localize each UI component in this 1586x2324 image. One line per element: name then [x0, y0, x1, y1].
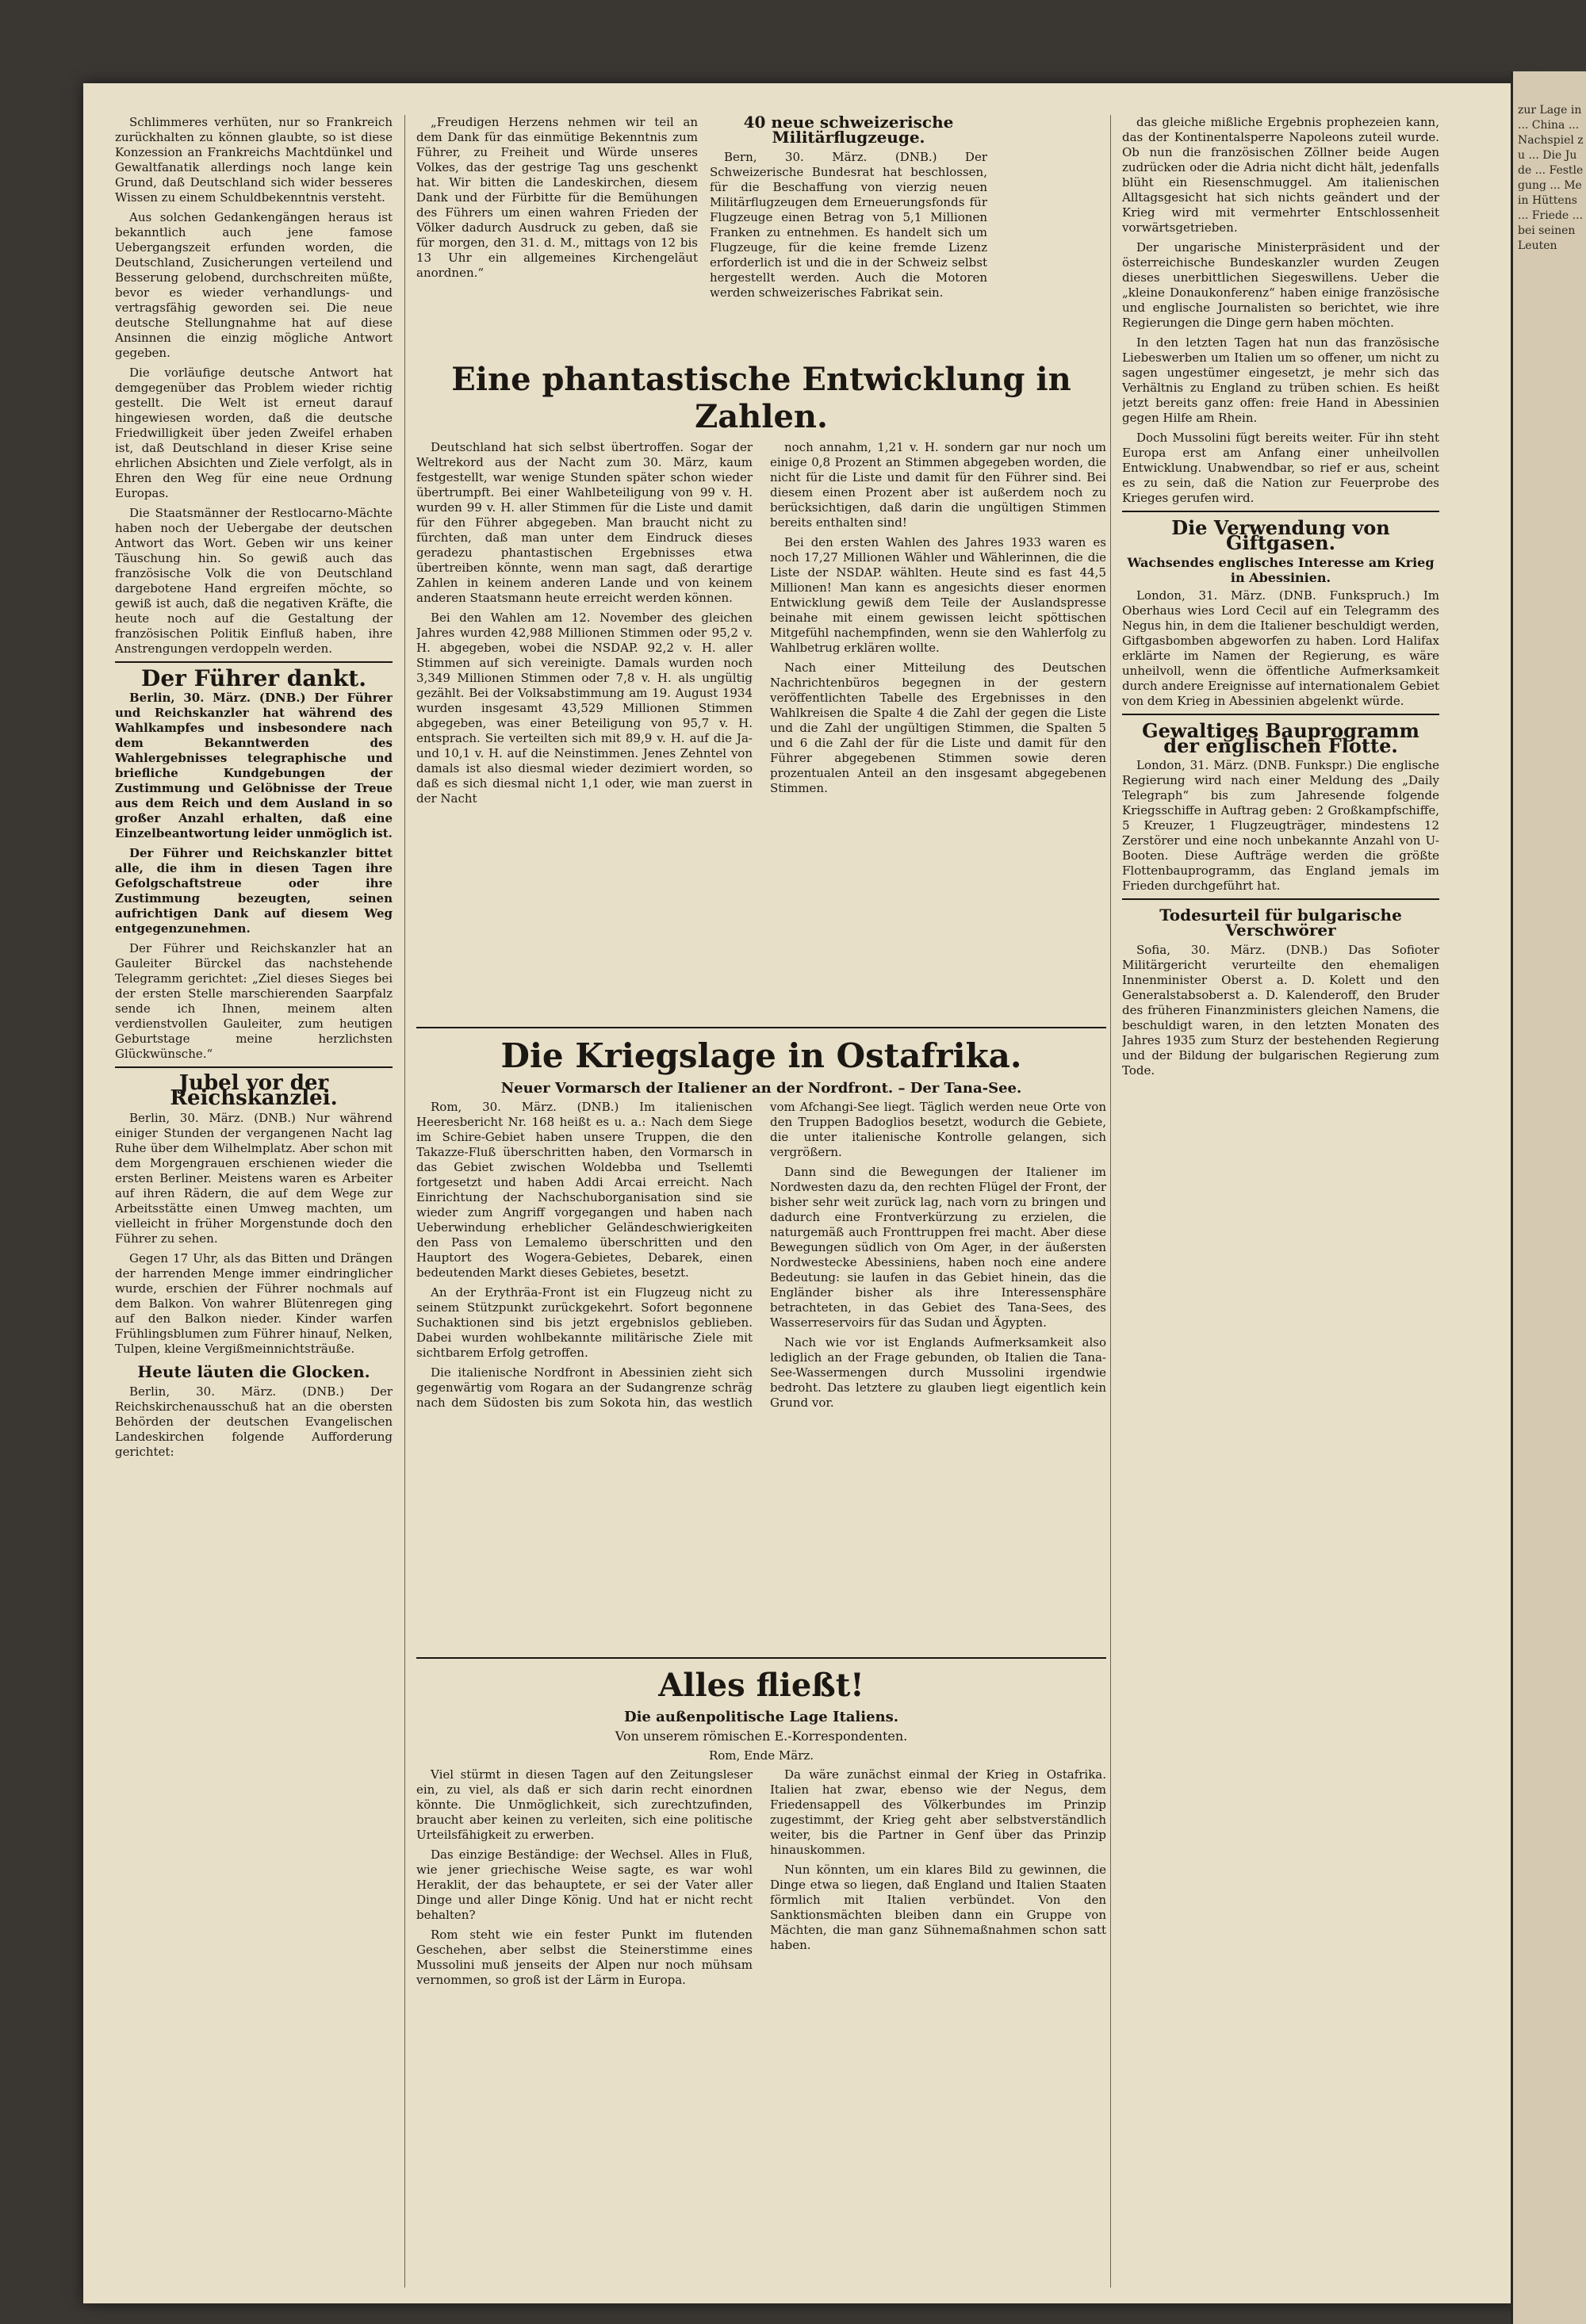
article-text: Sofia, 30. März. (DNB.) Das Sofioter Militärgericht verurteilte den ehemaligen Innenminister Oberst a. D. Kolett und den Generalstabsoberst a. D. Kalenderoff, den Bruder des früheren Finanzministers gleichen Namens, die beschuldigt waren, in den letzten Monaten des Jahres 1935 zum Sturz der bestehenden Regierung und der Bildung der bulgarischen Regierung zum Tode.: [1122, 943, 1439, 1078]
article-text: noch annahm, 1,21 v. H. sondern gar nur noch um einige 0,8 Prozent an Stimmen abgegeben worden, die nicht für die Liste und damit für den Führer sind. Bei diesem einen Prozent aber ist außerdem noch zu berücksichtigen, daß darin die ungültigen Stimmen bereits enthalten sind!: [770, 440, 1106, 530]
divider: [1122, 714, 1439, 715]
column-left: [115, 115, 393, 2288]
headline-jubel: Jubel vor der Reichskanzlei.: [170, 1071, 338, 1110]
column-rule: [1110, 115, 1111, 2288]
article-alles-fliesst: [416, 1657, 1106, 2293]
column-mid-right-top: [710, 115, 987, 353]
article-text: London, 31. März. (DNB. Funkspr.) Die englische Regierung wird nach einer Meldung des „Daily Telegraph“ bis zum Jahresende folgende Kriegsschiffe in Auftrag geben: 2 Großkampfschiffe, 5 Kreuzer, 1 Flugzeugträger, mindestens 12 Zerstörer und eine noch unbekannte Anzahl von U-Booten. Diese Aufträge werden die größte Flottenbauprogramm, das England jemals im Frieden durchgeführt hat.: [1122, 758, 1439, 893]
article-text: Nach einer Mitteilung des Deutschen Nachrichtenbüros begegnen in der gestern veröffentlichten Tabelle des Ergebnisses in den Wahlkreisen die Spalte 4 die Zahl der gegen die Liste und die Zahl der ungültigen Stimmen, die Spalten 5 und 6 die Zahl der für die Liste und damit für den Führer abgegebenen Stimmen sowie deren prozentualen Anteil an den insgesamt abgegebenen Stimmen.: [770, 660, 1106, 795]
headline-fuehrer-dankt: Der Führer dankt.: [141, 665, 366, 691]
divider: [115, 1066, 393, 1068]
article-text: Die italienische Nordfront in Abessinien zieht sich gegenwärtig vom Rogara an der Sudangrenze schräg nach dem Südosten bis zum Sokota hin, das westlich vom Afchangi-See liegt. Täglich werden neue Orte von den Truppen Badoglios besetzt, wodurch die Gebiete, die unter italienische Kontrolle gelangen, sich vergrößern.: [416, 1100, 1106, 1410]
article-text: Das einzige Beständige: der Wechsel. Alles in Fluß, wie jener griechische Weise sagte, es war wohl Heraklit, der das behauptete, er sei der Vater aller Dinge und aller Dinge König. Und hat er nicht recht behalten?: [416, 1847, 753, 1922]
article-text: Bei den ersten Wahlen des Jahres 1933 waren es noch 17,27 Millionen Wähler und Wählerinnen, die die Liste der NSDAP. wählten. Heute sind es fast 44,5 Millionen! Man kann es angesichts dieser enormen Entwicklung gewiß dem Teile der Auslandspresse beinahe mit einem gewissen leicht spöttischen Mitgefühl nachempfinden, wenn sie den Wahlerfolg zu Wahlbetrug erklären wollte.: [770, 535, 1106, 655]
subheadline-giftgase: Wachsendes englisches Interesse am Krieg in Abessinien.: [1127, 555, 1435, 585]
article-text: Der Führer und Reichskanzler bittet alle, die ihm in diesen Tagen ihre Gefolgschaftstreue oder ihre Zustimmung bezeugten, seinen aufrichtigen Dank auf diesem Weg entgegenzunehmen.: [115, 846, 393, 936]
article-text: Rom steht wie ein fester Punkt im flutenden Geschehen, aber selbst die Steinerstimme eines Mussolini muß jenseits der Alpen nur noch mühsam vernommen, so groß ist der Lärm in Europa.: [416, 1928, 753, 1987]
headline-glocken: Heute läuten die Glocken.: [137, 1362, 370, 1381]
article-text: Aus solchen Gedankengängen heraus ist bekanntlich auch jene famose Uebergangszeit erfunden worden, die Deutschland, Zusicherungen verteilend und Besserung gelobend, durchschreiten müßte, bevor es wieder verhandlungs- und vertragsfähig geworden sei. Die neue deutsche Stellungnahme hat auf diese Ansinnen die einzig mögliche Antwort gegeben.: [115, 210, 393, 360]
column-rule: [404, 115, 405, 2288]
article-text: Berlin, 30. März. (DNB.) Der Reichskirchenausschuß hat an die obersten Behörden der deutschen Evangelischen Landeskirchen folgende Aufforderung gerichtet:: [115, 1384, 393, 1459]
article-text: „Freudigen Herzens nehmen wir teil an dem Dank für das einmütige Bekenntnis zum Führer, zu Freiheit und Würde unseres Volkes, das der gestrige Tag uns geschenkt hat. Wir bitten die Landeskirchen, diesem Dank und der Fürbitte für die Bemühungen des Führers um einen wahren Frieden der Völker dadurch Ausdruck zu geben, daß sie für morgen, den 31. d. M., mittags von 12 bis 13 Uhr ein allgemeines Kirchengeläut anordnen.“: [416, 115, 698, 280]
divider: [1122, 898, 1439, 900]
article-text: An der Erythräa-Front ist ein Flugzeug nicht zu seinem Stützpunkt zurückgekehrt. Sofort begonnene Suchaktionen sind bis jetzt ergebnislos geblieben. Dabei wurden wohlbekannte militärische Ziele mit sichtbarem Erfolg getroffen.: [416, 1285, 753, 1360]
headline-flotte: Gewaltiges Bauprogramm der englischen Flotte.: [1142, 719, 1419, 757]
article-text: Deutschland hat sich selbst übertroffen. Sogar der Weltrekord aus der Nacht zum 30. März, kaum festgestellt, war wenige Stunden später schon wieder übertrumpft. Bei einer Wahlbeteiligung von 99 v. H. wurden 99 v. H. aller Stimmen für die Liste und damit für den Führer abgegeben. Man braucht nicht zu fürchten, daß man unter dem Eindruck dieses geradezu phantastischen Ergebnisses etwa übertreiben könnte, wenn man sagt, daß derartige Zahlen in keinem anderen Lande und von keinem anderen Staatsmann heute erreicht werden können.: [416, 440, 753, 605]
article-text: Der ungarische Ministerpräsident und der österreichische Bundeskanzler wurden Zeugen dieses unerbittlichen Siegeswillens. Ueber die „kleine Donaukonferenz“ haben einige französische und englische Journalisten so berichtet, wie ihre Regierungen die Dinge gern haben möchten.: [1122, 240, 1439, 330]
article-text: Die vorläufige deutsche Antwort hat demgegenüber das Problem wieder richtig gestellt. Die Welt ist erneut darauf hingewiesen worden, daß die deutsche Friedwilligkeit über jeden Zweifel erhaben ist, daß Deutschland in dieser Krise seine ehrlichen Absichten und Ziele verfolgt, als in Ehren den Weg für eine neue Ordnung Europas.: [115, 366, 393, 500]
article-text: das gleiche mißliche Ergebnis prophezeien kann, das der Kontinentalsperre Napoleons zuteil wurde. Ob nun die französischen Zöllner beide Augen zudrücken oder die Adria nicht dicht hält, jedenfalls blüht ein Riesenschmuggel. Am italienischen Alltagsgesicht hat sich nichts geändert und der Krieg wird mit vermehrter Entschlossenheit vorwärtsgetrieben.: [1122, 115, 1439, 235]
adjacent-page-text: zur Lage in ... China ... Nachspiel zu ... Die Jude ... Festlegung ... Mein Hüttens ... Friede ... bei seinen Leuten: [1518, 104, 1584, 252]
headline-kriegslage: Die Kriegslage in Ostafrika.: [500, 1036, 1022, 1075]
article-text: Da wäre zunächst einmal der Krieg in Ostafrika. Italien hat zwar, ebenso wie der Negus, dem Friedensappell des Völkerbundes im Prinzip zugestimmt, der Krieg geht aber selbstverständlich weiter, bis die Partner in Genf über das Prinzip hinauskommen.: [770, 1767, 1106, 1857]
article-text: Die Staatsmänner der Restlocarno-Mächte haben noch der Uebergabe der deutschen Antwort das Wort. Geben wir uns keiner Täuschung hin. So gewiß auch das französische Volk die von Deutschland dargebotene Hand ergreifen möchte, so gewiß ist auch, daß die negativen Kräfte, die heute noch auf die Gestaltung der französischen Politik Einfluß haben, ihre Anstrengungen verdoppeln werden.: [115, 506, 393, 656]
article-entwicklung: [416, 361, 1106, 1019]
article-text: Nach wie vor ist Englands Aufmerksamkeit also lediglich an der Frage gebunden, ob Italien die Tana-See-Wassermengen durch Mussolini irgendwie bedroht. Das letztere zu glauben liegt eigentlich kein Grund vor.: [770, 1335, 1106, 1410]
article-text: Nun könnten, um ein klares Bild zu gewinnen, die Dinge etwa so liegen, daß England und Italien Staaten förmlich mit Italien verbündet. Von den Sanktionsmächten bleiben dann ein Gruppe von Mächten, die man ganz Sühnemaßnahmen schon satt haben.: [770, 1863, 1106, 1952]
newspaper-page: [83, 83, 1534, 2303]
headline-giftgase: Die Verwendung von Giftgasen.: [1171, 516, 1390, 554]
article-text: Gegen 17 Uhr, als das Bitten und Drängen der harrenden Menge immer eindringlicher wurde, erschien der Führer nochmals auf dem Balkon. Von wahrer Blütenregen ging auf den Balkon nieder. Kinder warfen Frühlingsblumen zum Führer hinauf, Nelken, Tulpen, kleine Vergißmeinnichtsträuße.: [115, 1251, 393, 1356]
headline-todesurteil: Todesurteil für bulgarische Verschwörer: [1159, 905, 1402, 940]
byline: Von unserem römischen E.-Korrespondenten.: [615, 1729, 908, 1744]
article-text: Der Führer und Reichskanzler hat an Gauleiter Bürckel das nachstehende Telegramm gerichtet: „Ziel dieses Sieges bei der ersten Stelle marschierenden Saarpfalz sende ich Ihnen, meinem alten verdienstvollen Gauleiter, zum heutigen Geburtstage meine herzlichsten Glückwünsche.“: [115, 941, 393, 1061]
article-text: Bern, 30. März. (DNB.) Der Schweizerische Bundesrat hat beschlossen, für die Beschaffung von vierzig neuen Militärflugzeugen dem Erneuerungsfonds für Flugzeuge einen Betrag von 5,1 Millionen Franken zu entnehmen. Es handelt sich um Flugzeuge, für die keine fremde Lizenz erforderlich ist und die in der Schweiz selbst hergestellt werden. Auch die Motoren werden schweizerisches Fabrikat sein.: [710, 150, 987, 300]
article-text: Viel stürmt in diesen Tagen auf den Zeitungsleser ein, zu viel, als daß er sich darin recht einordnen könnte. Die Unmöglichkeit, sich zurechtzufinden, braucht aber keinen zu verleiten, sich eine politische Urteilsfähigkeit zu erwerben.: [416, 1767, 753, 1842]
subheadline-kriegslage: Neuer Vormarsch der Italiener an der Nordfront. – Der Tana-See.: [500, 1080, 1022, 1097]
article-text: Schlimmeres verhüten, nur so Frankreich zurückhalten zu können glaubte, so ist diese Konzession an Frankreichs Machtdünkel und Gewaltfanatik allerdings noch lange kein Grund, daß Deutschland sich wider besseres Wissen zu einem Schuldbekenntnis versteht.: [115, 115, 393, 205]
divider: [115, 661, 393, 663]
article-text: Rom, 30. März. (DNB.) Im italienischen Heeresbericht Nr. 168 heißt es u. a.: Nach dem Siege im Schire-Gebiet haben unsere Truppen, die den Takazze-Fluß überschritten haben, den Vormarsch in das Gebiet zwischen Woldebba und Tsellemti fortgesetzt und haben Addi Arcai erreicht. Nach Einrichtung der Nachschuborganisation sind sie wieder zum Angriff vorgegangen und haben nach Ueberwindung erheblicher Geländeschwierigkeiten den Pass von Lemalemo überschritten und den Hauptort des Wogera-Gebietes, Debarek, einen bedeutenden Markt dieses Gebietes, besetzt.: [416, 1100, 753, 1280]
article-text: Bei den Wahlen am 12. November des gleichen Jahres wurden 42,988 Millionen Stimmen oder 95,2 v. H. abgegeben, wobei die NSDAP. 92,2 v. H. aller Stimmen auf sich vereinigte. Damals wurden noch 3,349 Millionen Stimmen oder 7,8 v. H. als ungültig gezählt. Bei der Volksabstimmung am 19. August 1934 wurden insgesamt 43,529 Millionen Stimmen abgegeben, was einer Beteiligung von 95,7 v. H. entsprach. Sie verteilten sich mit 89,9 v. H. auf die Ja- und 10,1 v. H. auf die Neinstimmen. Jenes Zehntel von damals ist also diesmal wieder dezimiert worden, so daß es sich diesmal nicht 1,1 oder, wie man zuerst in der Nacht: [416, 611, 753, 806]
subheadline-alles-fliesst: Die außenpolitische Lage Italiens.: [623, 1709, 899, 1725]
column-right: [1122, 115, 1439, 2288]
dateline: Rom, Ende März.: [708, 1748, 814, 1763]
article-text: Berlin, 30. März. (DNB.) Nur während einiger Stunden der vergangenen Nacht lag Ruhe über dem Wilhelmplatz. Aber schon mit dem Morgengrauen erschienen wieder die ersten Berliner. Meistens waren es Arbeiter auf ihren Rädern, die auf dem Wege zur Arbeitsstätte einen Umweg machten, um vielleicht in früher Morgenstunde doch den Führer zu sehen.: [115, 1111, 393, 1246]
article-text: Berlin, 30. März. (DNB.) Der Führer und Reichskanzler hat während des Wahlkampfes und insbesondere nach dem Bekanntwerden des Wahlergebnisses telegraphische und briefliche Kundgebungen der Zustimmung und Gelöbnisse der Treue aus dem Reich und dem Ausland in so großer Anzahl erhalten, daß eine Einzelbeantwortung leider unmöglich ist.: [115, 691, 393, 840]
headline-entwicklung: Eine phantastische Entwicklung in Zahlen.: [451, 361, 1071, 435]
article-text: In den letzten Tagen hat nun das französische Liebeswerben um Italien um so offener, um nicht zu sagen ungestümer eingesetzt, je mehr sich das Verhältnis zu England zu trüben schien. Es heißt jetzt bereits ganz offen: freie Hand in Abessinien gegen Hilfe am Rhein.: [1122, 335, 1439, 425]
article-kriegslage: [416, 1027, 1106, 1647]
adjacent-page-edge: [1511, 71, 1586, 2324]
divider: [1122, 511, 1439, 512]
headline-swiss-planes: 40 neue schweizerische Militärflugzeuge.: [743, 115, 954, 147]
article-text: Doch Mussolini fügt bereits weiter. Für ihn steht Europa erst am Anfang einer unheilvollen Entwicklung. Unabwendbar, so rief er aus, scheint es zu sein, daß die Nation zur Feuerprobe des Krieges gerufen wird.: [1122, 431, 1439, 505]
article-text: Dann sind die Bewegungen der Italiener im Nordwesten dazu da, den rechten Flügel der Front, der bisher sehr weit zurück lag, nach vorn zu bringen und dadurch eine Frontverkürzung zu erzielen, die naturgemäß auch Fronttruppen frei macht. Aber diese Bewegungen südlich von Om Ager, in der äußersten Nordwestecke Abessiniens, haben noch eine andere Bedeutung: sie laufen in das Gebiet hinein, das die Engländer bisher als ihre Interessensphäre betrachteten, in das Gebiet des Tana-Sees, des Wasserreservoirs für das Sudan und Ägypten.: [770, 1165, 1106, 1330]
headline-alles-fliesst: Alles fließt!: [658, 1667, 864, 1704]
column-mid-left-top: [416, 115, 698, 353]
article-text: London, 31. März. (DNB. Funkspruch.) Im Oberhaus wies Lord Cecil auf ein Telegramm des Negus hin, in dem die Italiener beschuldigt werden, Giftgasbomben abgeworfen zu haben. Lord Halifax erklärte im Namen der Regierung, es wäre unheilvoll, wenn die öffentliche Aufmerksamkeit durch andere Ereignisse auf internationalem Gebiet von dem Krieg in Abessinien abgelenkt würde.: [1122, 588, 1439, 708]
